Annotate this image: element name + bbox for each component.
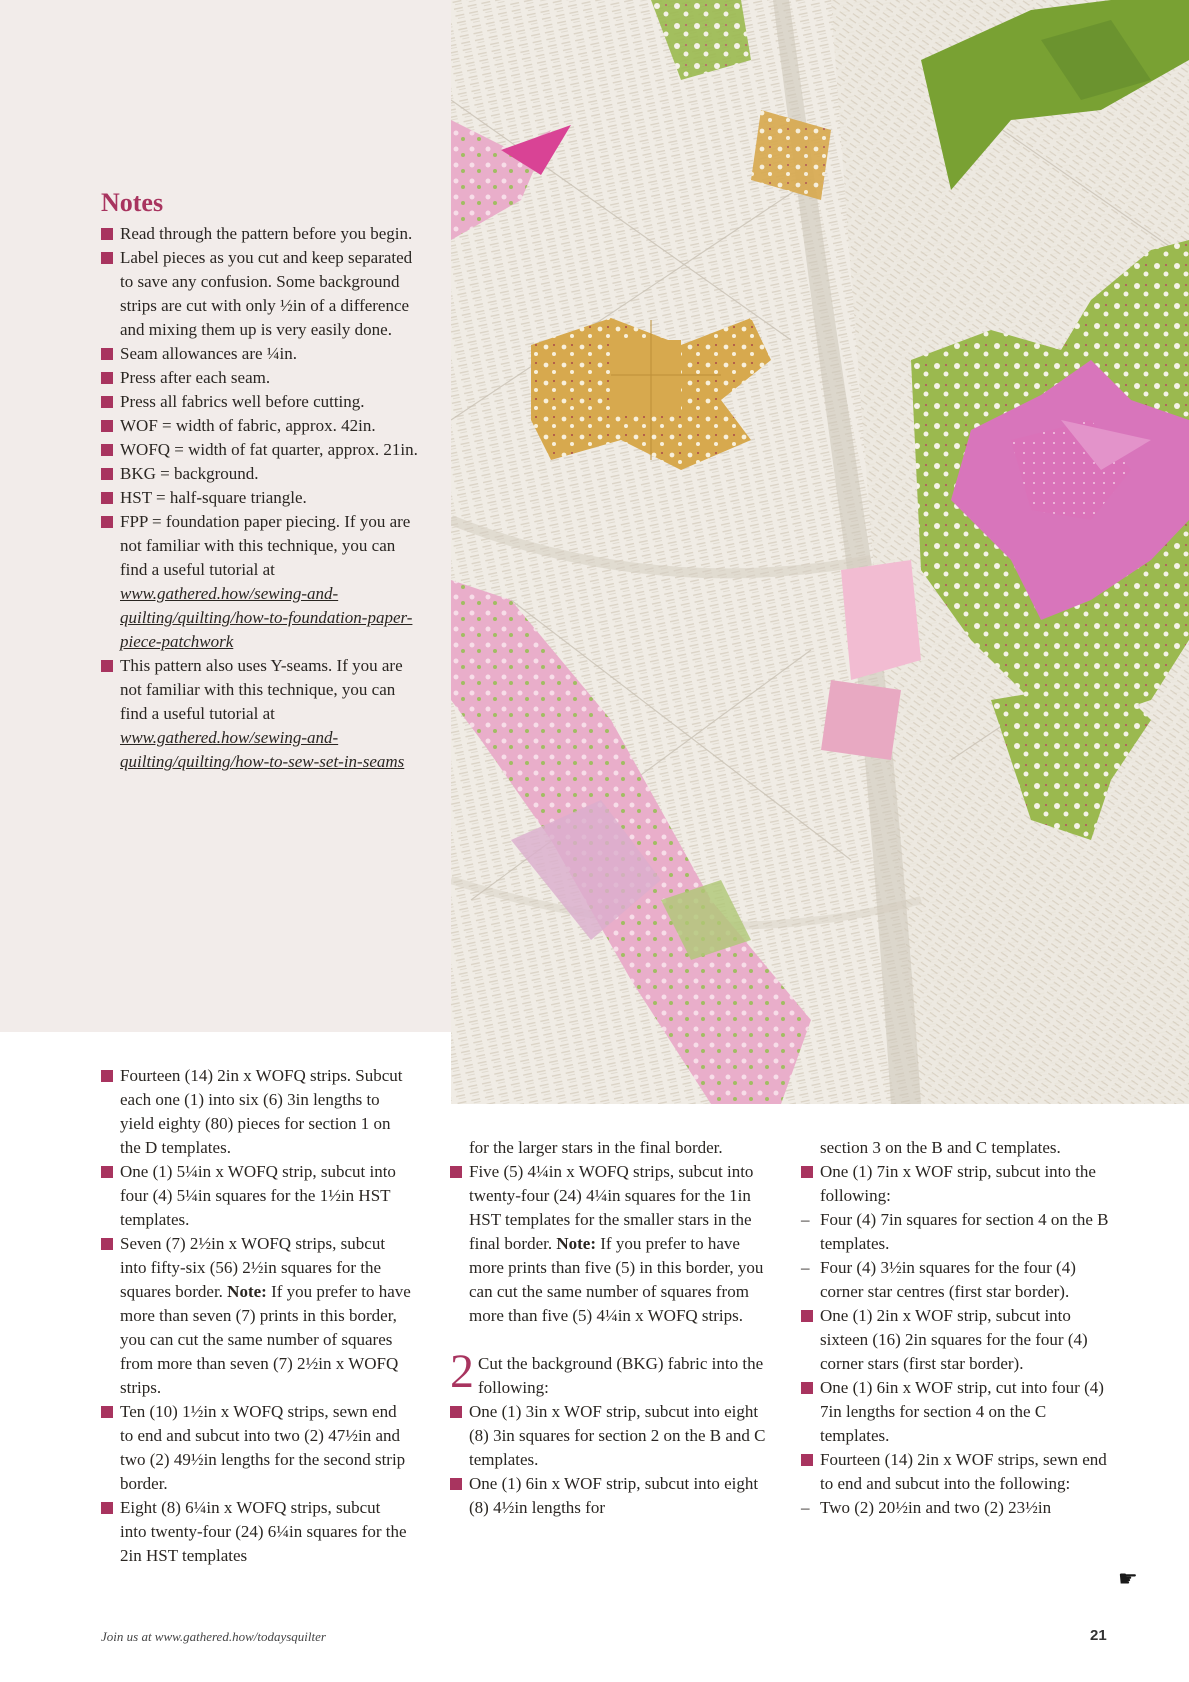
note-item: FPP = foundation paper piecing. If you are not familiar with this technique, you can find a useful tutorial at www.gathered.how/sewing-and-quilting/quilting/how-to-foundation-paper-piece-patchwork (101, 510, 421, 654)
cutting-list-2 (450, 1136, 766, 1328)
list-item: One (1) 7in x WOF strip, subcut into the following: (801, 1160, 1119, 1208)
note-item: Seam allowances are ¼in. (101, 342, 421, 366)
list-item: One (1) 5¼in x WOFQ strip, subcut into four (4) 5¼in squares for the 1½in HST templates. (101, 1160, 411, 1232)
note-item: HST = half-square triangle. (101, 486, 421, 510)
notes-title: Notes (101, 188, 164, 217)
note-label: Note: (227, 1282, 267, 1301)
note-item: Read through the pattern before you begin. (101, 222, 421, 246)
cutting-list-3 (450, 1400, 766, 1520)
fpp-tutorial-link[interactable]: www.gathered.how/sewing-and-quilting/quilting/how-to-foundation-paper-piece-patchwork (120, 584, 413, 651)
y-seams-tutorial-link[interactable]: www.gathered.how/sewing-and-quilting/quilting/how-to-sew-set-in-seams (120, 728, 405, 771)
sub-list-item: – Four (4) 3½in squares for the four (4) corner star centres (first star border). (801, 1256, 1119, 1304)
note-item: WOFQ = width of fat quarter, approx. 21in. (101, 438, 421, 462)
note-item: WOF = width of fabric, approx. 42in. (101, 414, 421, 438)
list-item-continuation: for the larger stars in the final border. (469, 1138, 723, 1157)
step-text: Cut the background (BKG) fabric into the following: (478, 1354, 764, 1397)
note-item: Label pieces as you cut and keep separated to save any confusion. Some background strips are cut with only ½in of a difference and mixing them up is very easily done. (101, 246, 421, 342)
quilt-photo (451, 0, 1189, 1104)
page-number: 21 (1090, 1627, 1107, 1644)
list-item: Ten (10) 1½in x WOFQ strips, sewn end to end and subcut into two (2) 47½in and two (2) 49½in lengths for the second strip border. (101, 1400, 411, 1496)
list-item: Fourteen (14) 2in x WOF strips, sewn end to end and subcut into the following: (801, 1448, 1119, 1496)
list-item: One (1) 6in x WOF strip, cut into four (4) 7in lengths for section 4 on the C templates. (801, 1376, 1119, 1448)
cutting-column-3 (801, 1136, 1119, 1520)
list-item: One (1) 3in x WOF strip, subcut into eight (8) 3in squares for section 2 on the B and C templates. (450, 1400, 766, 1472)
cutting-list-4 (801, 1136, 1119, 1520)
note-label: Note: (556, 1234, 596, 1253)
list-item: Seven (7) 2½in x WOFQ strips, subcut into fifty-six (56) 2½in squares for the squares border. Note: If you prefer to have more than seven (7) prints in this border, you can cut the same number of squares from more than seven (7) 2½in x WOFQ strips. (101, 1232, 411, 1400)
list-item-continuation: section 3 on the B and C templates. (820, 1138, 1061, 1157)
list-item: Fourteen (14) 2in x WOFQ strips. Subcut each one (1) into six (6) 3in lengths to yield eighty (80) pieces for section 1 on the D templates. (101, 1064, 411, 1160)
footer-link[interactable]: Join us at www.gathered.how/todaysquilter (101, 1629, 326, 1644)
sub-list-item: – Two (2) 20½in and two (2) 23½in (801, 1496, 1119, 1520)
list-item: Eight (8) 6¼in x WOFQ strips, subcut into twenty-four (24) 6¼in squares for the 2in HST templates (101, 1496, 411, 1568)
cutting-column-1 (101, 1064, 411, 1568)
cutting-list-1 (101, 1064, 411, 1568)
list-item: One (1) 2in x WOF strip, subcut into sixteen (16) 2in squares for the four (4) corner stars (first star border). (801, 1304, 1119, 1376)
notes-list (101, 222, 421, 774)
list-item: One (1) 6in x WOF strip, subcut into eight (8) 4½in lengths for (450, 1472, 766, 1520)
pointing-hand-icon: ☛ (1118, 1566, 1138, 1591)
note-item: Press all fabrics well before cutting. (101, 390, 421, 414)
note-item: Press after each seam. (101, 366, 421, 390)
cutting-column-2 (450, 1136, 766, 1520)
note-item: BKG = background. (101, 462, 421, 486)
step-2 (450, 1345, 766, 1400)
note-item: This pattern also uses Y-seams. If you are not familiar with this technique, you can find a useful tutorial at www.gathered.how/sewing-and-quilting/quilting/how-to-sew-set-in-seams (101, 654, 421, 774)
step-number: 2 (450, 1345, 474, 1398)
list-item: Five (5) 4¼in x WOFQ strips, subcut into twenty-four (24) 4¼in squares for the 1in HST templates for the smaller stars in the final border. Note: If you prefer to have more prints than five (5) in this border, you can cut the same number of squares from more than five (5) 4¼in x WOFQ strips. (450, 1160, 766, 1328)
sub-list-item: – Four (4) 7in squares for section 4 on the B templates. (801, 1208, 1119, 1256)
